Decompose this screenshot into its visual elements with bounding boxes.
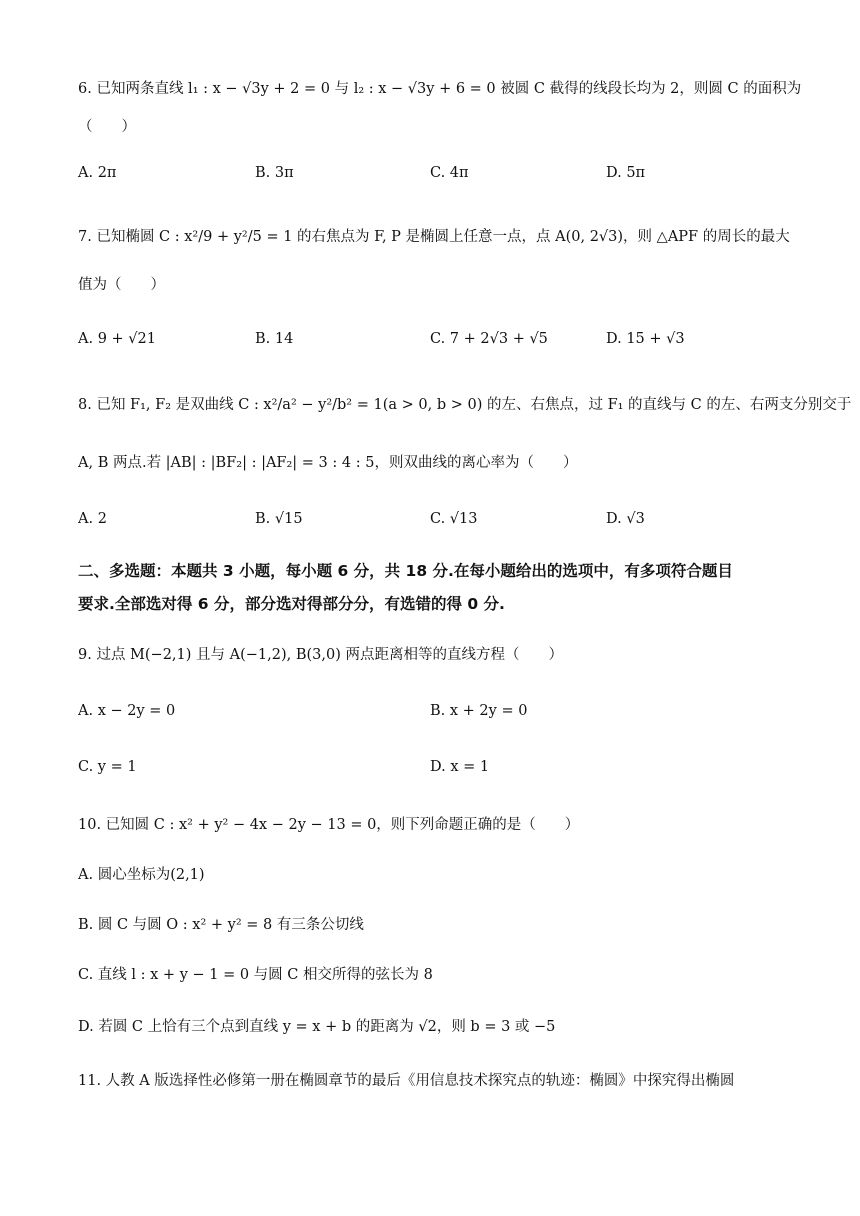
q8-option-b: B. √15 bbox=[255, 511, 303, 527]
q6-stem: 6. 已知两条直线 l₁ : x − √3y + 2 = 0 与 l₂ : x − √3y + 6 = 0 被圆 C 截得的线段长均为 2，则圆 C 的面积为 bbox=[78, 81, 802, 97]
section-multi-choice-line1: 二、多选题：本题共 3 小题，每小题 6 分，共 18 分.在每小题给出的选项中，有多项符合题目 bbox=[78, 562, 733, 580]
q8-option-c: C. √13 bbox=[430, 511, 478, 527]
q10-option-c: C. 直线 l : x + y − 1 = 0 与圆 C 相交所得的弦长为 8 bbox=[78, 967, 433, 983]
section-multi-choice-line2: 要求.全部选对得 6 分，部分选对得部分分，有选错的得 0 分. bbox=[78, 595, 505, 613]
q7-option-d: D. 15 + √3 bbox=[606, 331, 685, 347]
q8-stem: 8. 已知 F₁, F₂ 是双曲线 C : x²/a² − y²/b² = 1(a > 0, b > 0) 的左、右焦点，过 F₁ 的直线与 C 的左、右两支分别交于 bbox=[78, 397, 852, 413]
q10-option-b: B. 圆 C 与圆 O : x² + y² = 8 有三条公切线 bbox=[78, 917, 364, 933]
q9-option-b: B. x + 2y = 0 bbox=[430, 703, 528, 719]
q8-option-a: A. 2 bbox=[78, 511, 107, 527]
q10-option-a: A. 圆心坐标为(2,1) bbox=[78, 867, 205, 883]
q10-stem: 10. 已知圆 C : x² + y² − 4x − 2y − 13 = 0，则下列命题正确的是（ ） bbox=[78, 817, 580, 833]
q6-option-b: B. 3π bbox=[255, 165, 294, 181]
q7-option-b: B. 14 bbox=[255, 331, 294, 347]
q9-option-d: D. x = 1 bbox=[430, 759, 490, 775]
q9-option-c: C. y = 1 bbox=[78, 759, 137, 775]
q7-cont: 值为（ ） bbox=[78, 277, 165, 293]
q10-option-d: D. 若圆 C 上恰有三个点到直线 y = x + b 的距离为 √2，则 b = 3 或 −5 bbox=[78, 1019, 556, 1035]
q8-cont: A, B 两点.若 |AB| : |BF₂| : |AF₂| = 3 : 4 : 5，则双曲线的离心率为（ ） bbox=[78, 455, 578, 471]
q9-option-a: A. x − 2y = 0 bbox=[78, 703, 176, 719]
q11-stem: 11. 人教 A 版选择性必修第一册在椭圆章节的最后《用信息技术探究点的轨迹：椭圆》中探究得出椭圆 bbox=[78, 1073, 735, 1089]
q8-option-d: D. √3 bbox=[606, 511, 645, 527]
q6-option-a: A. 2π bbox=[78, 165, 117, 181]
q7-option-c: C. 7 + 2√3 + √5 bbox=[430, 331, 548, 347]
q6-option-c: C. 4π bbox=[430, 165, 469, 181]
q7-option-a: A. 9 + √21 bbox=[78, 331, 156, 347]
q6-option-d: D. 5π bbox=[606, 165, 646, 181]
q6-paren: （ ） bbox=[78, 119, 136, 135]
q7-stem: 7. 已知椭圆 C : x²/9 + y²/5 = 1 的右焦点为 F, P 是椭圆上任意一点，点 A(0, 2√3)，则 △APF 的周长的最大 bbox=[78, 229, 790, 245]
q9-stem: 9. 过点 M(−2,1) 且与 A(−1,2), B(3,0) 两点距离相等的直线方程（ ） bbox=[78, 647, 563, 663]
